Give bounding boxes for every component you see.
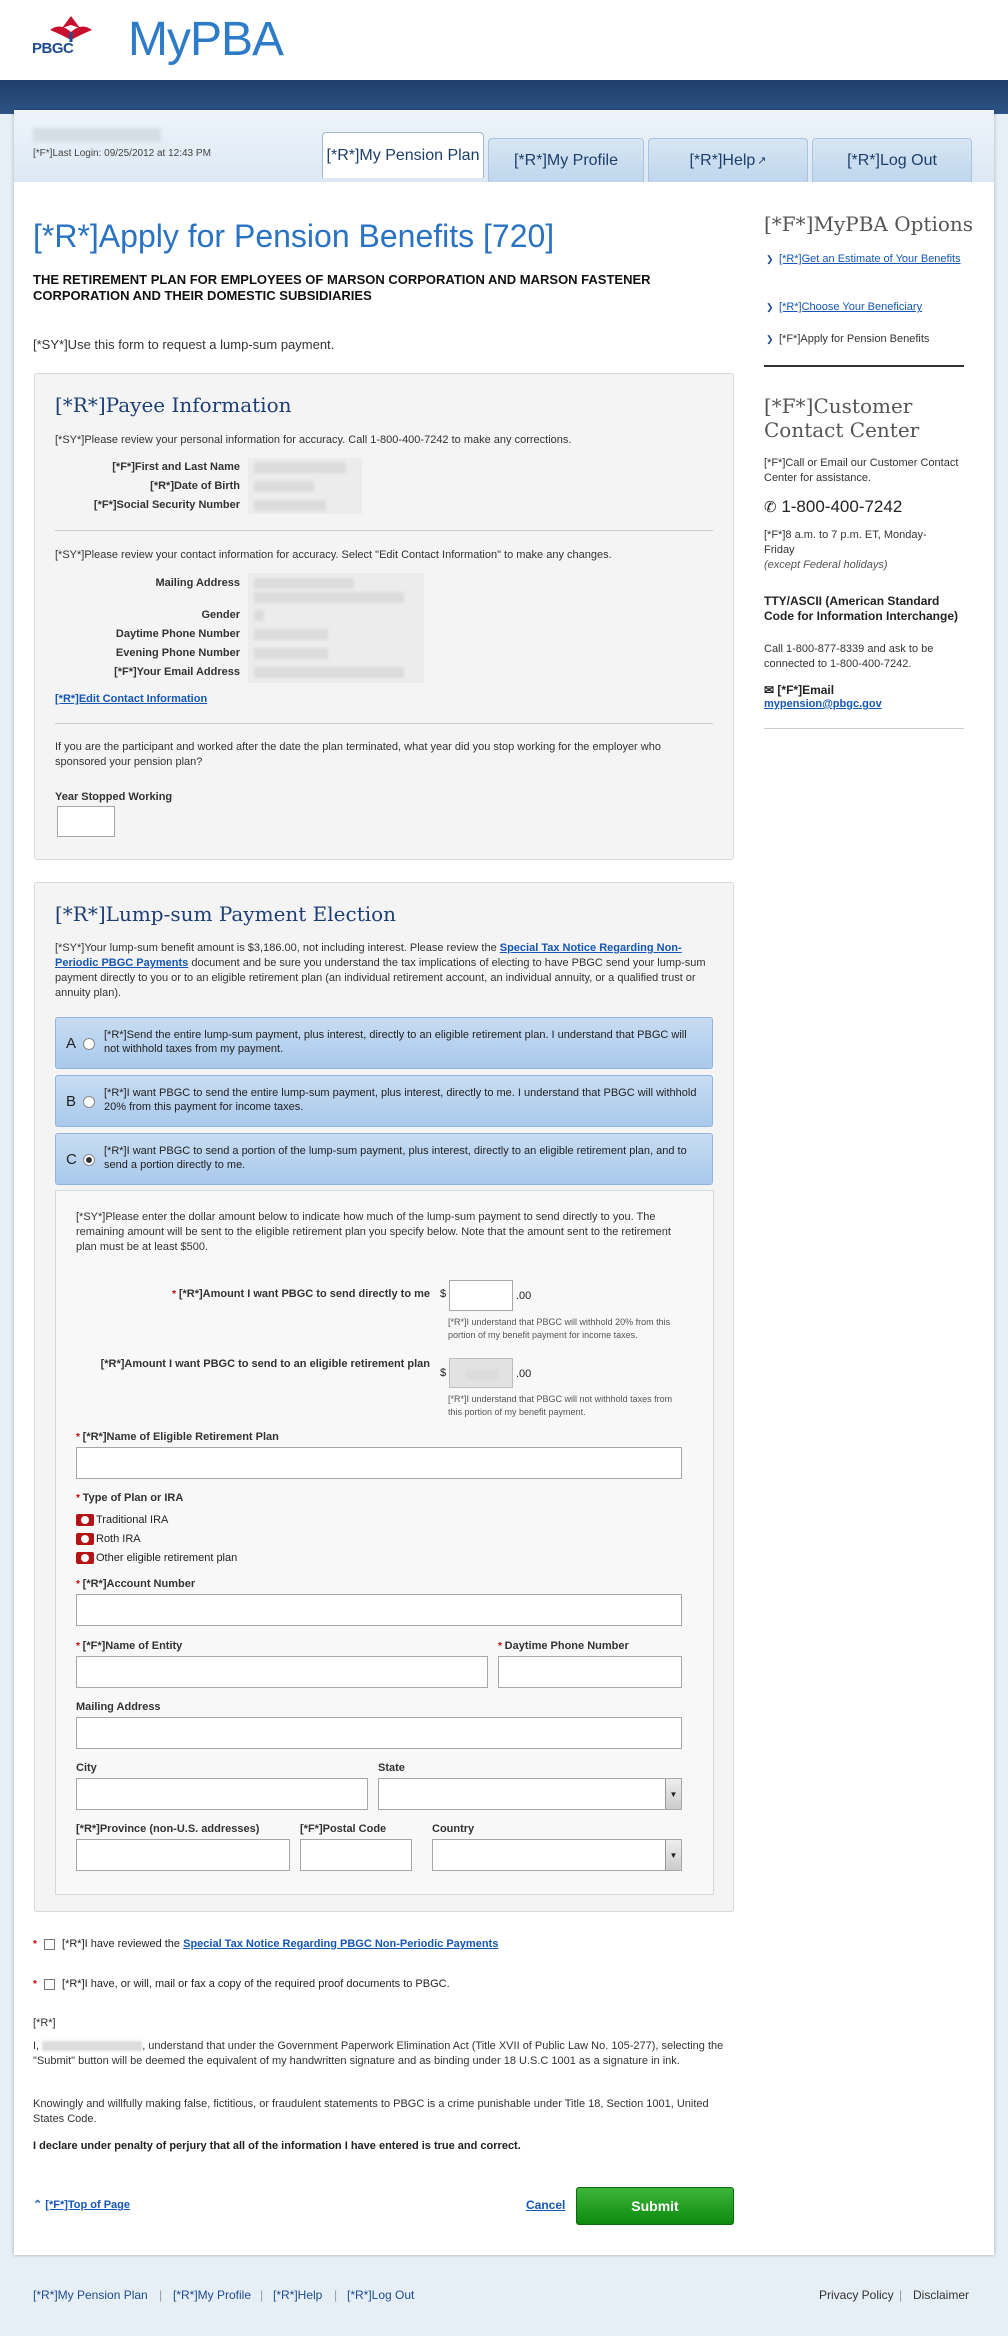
roth-ira-checkbox[interactable]: [76, 1533, 94, 1545]
last-login: [*F*]Last Login: 09/25/2012 at 12:43 PM: [33, 148, 211, 159]
chevron-right-icon: ❯: [766, 254, 774, 264]
split-instructions: [*SY*]Please enter the dollar amount below to indicate how much of the lump-sum payment to send directly to you. The remaining amount will be sent to the eligible retirement plan you specify below. Note that the amount sent to the retirement plan must be at least $500.: [76, 1211, 671, 1253]
mailing-address-label: Mailing Address: [155, 577, 240, 589]
divider: [55, 530, 713, 531]
current-page-link[interactable]: [*F*]Apply for Pension Benefits: [779, 333, 930, 345]
contact-phone: [764, 497, 902, 517]
label-text: Type of Plan or IRA: [82, 1492, 184, 1504]
gender-label: Gender: [201, 609, 240, 621]
label-text: [*F*]Name of Entity: [82, 1640, 183, 1652]
phone-number: 1-800-400-7242: [781, 497, 903, 516]
email-heading: [764, 683, 834, 697]
required-marker: *: [76, 1432, 83, 1443]
chevron-right-icon: ❯: [766, 334, 774, 344]
ssn-label: [*F*]Social Security Number: [93, 499, 240, 511]
footer-my-profile[interactable]: [*R*]My Profile: [173, 2288, 252, 2302]
mail-icon: ✉: [764, 683, 775, 697]
amount-me-label: [150, 1288, 430, 1300]
personal-review-text: [*SY*]Please review your personal information for accuracy. Call 1-800-400-7242 to make any corrections.: [55, 434, 572, 446]
option-a-radio[interactable]: [83, 1038, 95, 1050]
contact-text: [*F*]Call or Email our Customer Contact Center for assistance.: [764, 457, 959, 484]
entity-mailing-label: Mailing Address: [76, 1701, 161, 1713]
sidebar-divider: [764, 728, 964, 729]
other-plan-checkbox[interactable]: [76, 1552, 94, 1564]
user-name-redacted: [33, 128, 161, 142]
option-letter: A: [66, 1035, 77, 1052]
phone-icon: ✆: [764, 499, 777, 516]
contact-hours: [*F*]8 a.m. to 7 p.m. ET, Monday-Friday: [764, 529, 927, 556]
beneficiary-link[interactable]: [*R*]Choose Your Beneficiary: [779, 301, 923, 313]
email-label: [*F*]Your Email Address: [114, 666, 240, 678]
entity-phone-label: [498, 1640, 629, 1652]
label-text: [*R*]Amount I want PBGC to send directly to me: [178, 1288, 430, 1300]
option-a-band[interactable]: [55, 1017, 713, 1069]
label-text: Daytime Phone Number: [504, 1640, 629, 1652]
submit-button[interactable]: Submit: [576, 2187, 734, 2225]
year-stopped-input[interactable]: [57, 806, 115, 837]
currency-sign: $: [440, 1288, 447, 1300]
certify-text: [*R*]I have, or will, mail or fax a copy of the required proof documents to PBGC.: [62, 1978, 450, 1990]
option-b-radio[interactable]: [83, 1096, 95, 1108]
option-c-band[interactable]: [55, 1133, 713, 1185]
required-marker: *: [76, 1493, 83, 1504]
cents: .00: [516, 1368, 532, 1380]
plan-name-input[interactable]: [76, 1447, 682, 1479]
tab-log-out[interactable]: [812, 138, 972, 182]
country-label: Country: [432, 1823, 475, 1835]
header-band: [0, 80, 1008, 114]
amount-plan-readonly: [449, 1358, 513, 1388]
perjury-declaration: I declare under penalty of perjury that all of the information I have entered is true and correct.: [33, 2140, 521, 2152]
cents: .00: [516, 1290, 532, 1302]
option-letter: C: [66, 1151, 77, 1168]
account-number-input[interactable]: [76, 1594, 682, 1626]
daytime-phone-redacted: [254, 629, 328, 640]
page-title: [*R*]Apply for Pension Benefits [720]: [33, 218, 555, 254]
tab-my-profile[interactable]: [488, 138, 644, 182]
disclaimer-link[interactable]: Disclaimer: [913, 2288, 970, 2302]
other-plan-label: Other eligible retirement plan: [96, 1552, 238, 1564]
footer-separator: |: [899, 2288, 903, 2302]
amount-plan-value-redacted: [466, 1369, 498, 1380]
chevron-right-icon: ❯: [766, 302, 774, 312]
address-line1-redacted: [254, 578, 354, 589]
plan-name-label: [76, 1431, 279, 1443]
tab-label: [*R*]My Pension Plan: [326, 146, 480, 164]
required-marker: *: [172, 1289, 179, 1300]
date-of-birth-label: [*R*]Date of Birth: [150, 480, 240, 492]
province-label: [*R*]Province (non-U.S. addresses): [76, 1823, 260, 1835]
false-statement-warning: Knowingly and willfully making false, fictitious, or fraudulent statements to PBGC is a crime punishable under Title 18, Section 1001, United States Code.: [33, 2098, 709, 2125]
option-b-text: [*R*]I want PBGC to send the entire lump-sum payment, plus interest, directly to me. I understand that PBGC will withhold 20% from this payment for income taxes.: [104, 1087, 697, 1113]
city-label: City: [76, 1762, 97, 1774]
tab-label: [*R*]My Profile: [513, 151, 619, 169]
payee-section-title: [*R*]Payee Information: [55, 393, 292, 417]
footer-help[interactable]: [*R*]Help: [273, 2288, 323, 2302]
footer-log-out[interactable]: [*R*]Log Out: [347, 2288, 415, 2302]
account-number-label: [76, 1578, 195, 1590]
label-text: [*R*]Name of Eligible Retirement Plan: [82, 1431, 279, 1443]
option-b-band[interactable]: [55, 1075, 713, 1127]
hours-note: (except Federal holidays): [764, 559, 888, 571]
sidebar-title: [*F*]MyPBA Options: [764, 212, 974, 236]
label-text: [*R*]Account Number: [82, 1578, 196, 1590]
sig-prefix: I,: [33, 2040, 40, 2052]
province-input[interactable]: [76, 1839, 290, 1871]
required-marker: *: [33, 1939, 37, 1950]
amount-plan-note: [*R*]I understand that PBGC will not withhold taxes from this portion of my benefit payment.: [448, 1394, 673, 1417]
cancel-link[interactable]: Cancel: [526, 2198, 566, 2212]
amount-plan-label: [*R*]Amount I want PBGC to send to an eligible retirement plan: [100, 1358, 430, 1370]
amount-me-note: [*R*]I understand that PBGC will withhold 20% from this portion of my benefit payment for income taxes.: [448, 1317, 671, 1340]
entity-name-label: [76, 1640, 182, 1652]
contact-center-title: [*F*]Customer Contact Center: [764, 394, 920, 442]
currency-sign: $: [440, 1367, 447, 1379]
certify-text: [*R*]I have reviewed the: [62, 1938, 184, 1950]
tab-label: [*R*]Log Out: [847, 151, 937, 169]
state-select[interactable]: [378, 1778, 682, 1810]
entity-name-input[interactable]: [76, 1656, 488, 1688]
worked-question: If you are the participant and worked after the date the plan terminated, what year did you stop working for the employer who sponsored your pension plan?: [55, 741, 661, 768]
chevron-up-icon: ⌃: [33, 2199, 43, 2211]
tab-help[interactable]: [648, 138, 808, 182]
signer-name-redacted: [42, 2041, 142, 2051]
option-letter: B: [66, 1093, 77, 1110]
tab-label: [*R*]Help: [689, 151, 756, 169]
contact-review-text: [*SY*]Please review your contact information for accuracy. Select "Edit Contact Information" to make any changes.: [55, 549, 612, 561]
r-tag: [*R*]: [33, 2017, 56, 2029]
email-value-redacted: [254, 667, 404, 678]
signature-statement: [33, 2039, 733, 2069]
desc-text: document and be sure you understand the tax implications of electing to have PBGC send your lump-sum payment directly to you or to an eligible retirement plan (an individual retirement account, an individual annuity, or a qualified trust or annuity plan).: [55, 957, 706, 999]
option-c-radio[interactable]: [83, 1154, 95, 1166]
proof-docs-certify: [33, 1978, 450, 1990]
edit-contact-link[interactable]: [*R*]Edit Contact Information: [55, 693, 208, 705]
footer-separator: |: [334, 2288, 338, 2302]
proof-docs-checkbox[interactable]: [44, 1979, 55, 1990]
entity-mailing-input[interactable]: [76, 1717, 682, 1749]
top-of-page-link[interactable]: [33, 2198, 130, 2211]
plan-type-label: [76, 1492, 183, 1504]
entity-phone-input[interactable]: [498, 1656, 682, 1688]
tab-my-pension-plan[interactable]: [322, 132, 484, 178]
chevron-down-icon: ▼: [665, 1840, 681, 1870]
sidebar-divider: [764, 365, 964, 367]
city-input[interactable]: [76, 1778, 368, 1810]
privacy-policy-link[interactable]: Privacy Policy: [819, 2288, 894, 2302]
external-link-icon: ↗: [757, 155, 767, 167]
traditional-ira-checkbox[interactable]: [76, 1514, 94, 1526]
tax-notice-link-2[interactable]: Special Tax Notice Regarding PBGC Non-Periodic Payments: [183, 1938, 499, 1950]
country-select[interactable]: [432, 1839, 682, 1871]
plan-name: THE RETIREMENT PLAN FOR EMPLOYEES OF MARSON CORPORATION AND MARSON FASTENER CORPORATION AND THEIR DOMESTIC SUBSIDIARIES: [33, 272, 651, 303]
footer-separator: |: [260, 2288, 264, 2302]
gender-value-redacted: [254, 610, 264, 621]
evening-phone-label: Evening Phone Number: [115, 647, 240, 659]
postal-code-label: [*F*]Postal Code: [300, 1823, 387, 1835]
tty-title: TTY/ASCII (American Standard Code for Information Interchange): [764, 594, 959, 623]
lump-description: [55, 941, 713, 1001]
year-stopped-label: Year Stopped Working: [55, 791, 173, 803]
dob-value-redacted: [254, 481, 314, 492]
email-label-text: [*F*]Email: [777, 683, 835, 697]
name-value-redacted: [254, 462, 346, 473]
desc-text: [*SY*]Your lump-sum benefit amount is $3,186.00, not including interest. Please review the: [55, 942, 500, 954]
tax-notice-link[interactable]: Special Tax Notice Regarding Non-Periodic PBGC Payments: [55, 942, 682, 969]
option-a-text: [*R*]Send the entire lump-sum payment, plus interest, directly to an eligible retirement plan. I understand that PBGC will not withhold taxes from my payment.: [104, 1029, 687, 1055]
first-last-name-label: [*F*]First and Last Name: [112, 461, 240, 473]
contact-email-link[interactable]: mypension@pbgc.gov: [764, 698, 882, 710]
roth-ira-label: Roth IRA: [96, 1533, 141, 1545]
footer-my-pension-plan[interactable]: [*R*]My Pension Plan: [33, 2288, 148, 2302]
lump-section-title: [*R*]Lump-sum Payment Election: [55, 902, 397, 926]
footer-separator: |: [159, 2288, 163, 2302]
address-line2-redacted: [254, 592, 404, 603]
required-marker: *: [76, 1579, 83, 1590]
tax-notice-checkbox[interactable]: [44, 1939, 55, 1950]
postal-code-input[interactable]: [300, 1839, 412, 1871]
divider: [55, 723, 713, 724]
required-marker: *: [33, 1979, 37, 1990]
pbgc-logo-text: PBGC: [32, 40, 74, 57]
required-marker: *: [76, 1641, 83, 1652]
tax-notice-certify: [33, 1938, 498, 1950]
intro-text: [*SY*]Use this form to request a lump-sum payment.: [33, 337, 335, 352]
state-label: State: [378, 1762, 405, 1774]
top-link-text: [*F*]Top of Page: [45, 2199, 131, 2211]
estimate-link[interactable]: [*R*]Get an Estimate of Your Benefits: [779, 253, 961, 265]
app-title: MyPBA: [128, 13, 284, 66]
ssn-value-redacted: [254, 500, 326, 511]
sig-text: , understand that under the Government Paperwork Elimination Act (Title XVII of Public Law No. 105-277), selecting the "Submit" button will be deemed the equivalent of my handwritten signature and as binding under 18 U.S.C 1001 as a signature in ink.: [33, 2040, 724, 2067]
tty-text: Call 1-800-877-8339 and ask to be connected to 1-800-400-7242.: [764, 643, 934, 670]
chevron-down-icon: ▼: [665, 1779, 681, 1809]
required-marker: *: [498, 1641, 505, 1652]
amount-me-input[interactable]: [449, 1280, 513, 1311]
evening-phone-redacted: [254, 648, 328, 659]
traditional-ira-label: Traditional IRA: [96, 1514, 169, 1526]
daytime-phone-label: Daytime Phone Number: [115, 628, 240, 640]
option-c-text: [*R*]I want PBGC to send a portion of the lump-sum payment, plus interest, directly to an eligible retirement plan, and to send a portion directly to me.: [104, 1145, 687, 1171]
